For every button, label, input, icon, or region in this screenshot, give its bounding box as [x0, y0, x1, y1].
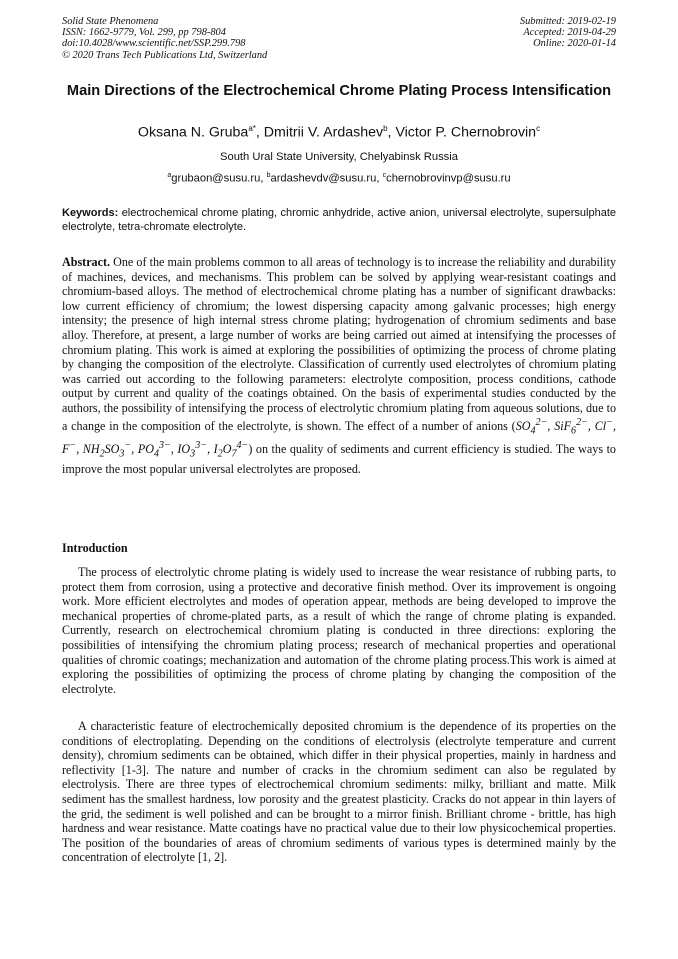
- intro-paragraph-2: A characteristic feature of electrochemically deposited chromium is the dependence of its properties on the conditions of electroplating. Depending on the conditions of electrolysis (electrolyte temperature and current density), chromium sediments can be obtained, which differ in their physical properties, mainly in hardness and reflectivity [1-3]. The nature and number of cracks in the chromium sediment can also be regulated by electrolysis. There are three types of electrochemical chromium sediments: milky, brilliant and matte. Milk sediment has the smallest hardness, low porosity and the greatest plasticity. Cracks do not appear in thin layers of the grid, the sediment is well polished and can be brought to a mirror finish. Brilliant chrome - brittle, has high hardness and wear resistance. Matte coatings have no practical value due to their low physicochemical properties. The position of the boundaries of areas of chromium sediments of various types is determined mainly by the concentration of electrolyte [1, 2].: [62, 719, 616, 865]
- anion-formulas: $SO_4^{2-}$, SiF$_6^{2-}$, Cl−, F−, $NH_2SO_3^-$, $PO_4^{3-}$, $IO_3^{3-}$, $I_2O_7^{4-}$: [62, 416, 616, 459]
- email-address[interactable]: grubaon@susu.ru: [171, 172, 261, 185]
- email-address[interactable]: chernobrovinvp@susu.ru: [386, 172, 511, 185]
- section-heading-introduction: Introduction: [62, 541, 128, 555]
- author-name: Dmitrii V. Ardashev: [263, 124, 384, 141]
- paper-title: Main Directions of the Electrochemical Chrome Plating Process Intensification: [66, 83, 612, 99]
- email-superscript: b: [266, 172, 271, 179]
- journal-header-right: [520, 16, 616, 50]
- email-address[interactable]: ardashevdv@susu.ru: [270, 172, 377, 185]
- author-superscript: b: [383, 124, 388, 133]
- intro-paragraph-1: The process of electrolytic chrome plating is widely used to increase the wear resistance of rubbing parts, to protect them from corrosion, using a protective and decorative finish method. Over its improvement is ongoing work. More efficient electrolytes and modes of operation appear, methods are being developed to improve the mechanical properties of chrome-plated parts, as a result of which the range of chrome plating is expanded. Currently, research on electrochemical chromium plating is conducted in three directions: exploring the possibilities of intensifying the chromium plating process; research of mechanical properties and operational qualities of chromic coatings; mechanization and automation of the chrome plating process.This work is aimed at exploring the possibilities of optimizing the process of chrome plating by changing the composition of the electrolyte.: [62, 565, 616, 696]
- abstract-label: Abstract.: [62, 255, 111, 269]
- online-date: Online: 2020-01-14: [533, 38, 616, 50]
- accepted-date: Accepted: 2019-04-29: [523, 27, 616, 39]
- issn-line: ISSN: 1662-9779, Vol. 299, pp 798-804: [62, 27, 226, 39]
- journal-name: Solid State Phenomena: [62, 16, 159, 27]
- email-superscript: c: [382, 172, 387, 179]
- journal-header-left: [62, 16, 267, 61]
- abstract-text: One of the main problems common to all areas of technology is to increase the reliability and durability of machines, devices, and mechanisms. This problem can be solved by applying wear-resistant coatings and chromium-based alloys. The method of electrochemical chrome plating has a number of significant drawbacks: low current efficiency of chromium; the lowest dispersing capacity among galvanic processes; high energy intensity; the presence of high internal stress chrome plating; hydrogenation of chromium sediments and base alloy. Therefore, at present, a large number of works are being carried out aimed at intensifying the processes of chromium plating. This work is aimed at exploring the possibilities of optimizing the process of chrome plating by changing the composition of the electrolyte. Classification of currently used electrolytes of chromium plating was carried out according to the following parameters: electrolyte composition, process conditions, cathode output by current and quality of the coatings obtained. On the basis of experimental studies conducted by the authors, the possibility of intensifying the process of electrolytic chromium plating from aqueous solutions, due to a change in the composition of the electrolyte, is shown. The effect of a number of anions (: [62, 255, 616, 433]
- author-list: Oksana N. Gruba$^{a*}$, Dmitrii V. Ardashev$^b$, Victor P. Chernobrovin$^c$: [137, 124, 541, 141]
- abstract-text-end: ) on the quality of sediments and current efficiency is studied. The ways to improve the most popular universal electrolytes are proposed.: [62, 441, 616, 476]
- author-name: Oksana N. Gruba: [137, 124, 249, 141]
- author-superscript: a*: [248, 124, 256, 133]
- author-superscript: c: [536, 124, 541, 133]
- email-superscript: a: [167, 172, 172, 179]
- author-name: Victor P. Chernobrovin: [395, 124, 537, 141]
- abstract-block: [62, 255, 616, 476]
- affiliation: South Ural State University, Chelyabinsk Russia: [220, 151, 458, 163]
- keywords-label: Keywords:: [62, 207, 119, 219]
- email-list: $^a$grubaon@susu.ru, $^b$ardashevdv@susu.ru, $^c$chernobrovinvp@susu.ru: [167, 172, 511, 185]
- copyright-line: © 2020 Trans Tech Publications Ltd, Switzerland: [62, 49, 268, 61]
- submitted-date: Submitted: 2019-02-19: [519, 16, 616, 27]
- doi-line: doi:10.4028/www.scientific.net/SSP.299.798: [62, 38, 246, 50]
- keywords-text: electrochemical chrome plating, chromic anhydride, active anion, universal electrolyte, supersulphate electrolyte, tetra-chromate electrolyte.: [62, 207, 616, 233]
- keywords-block: [62, 206, 616, 234]
